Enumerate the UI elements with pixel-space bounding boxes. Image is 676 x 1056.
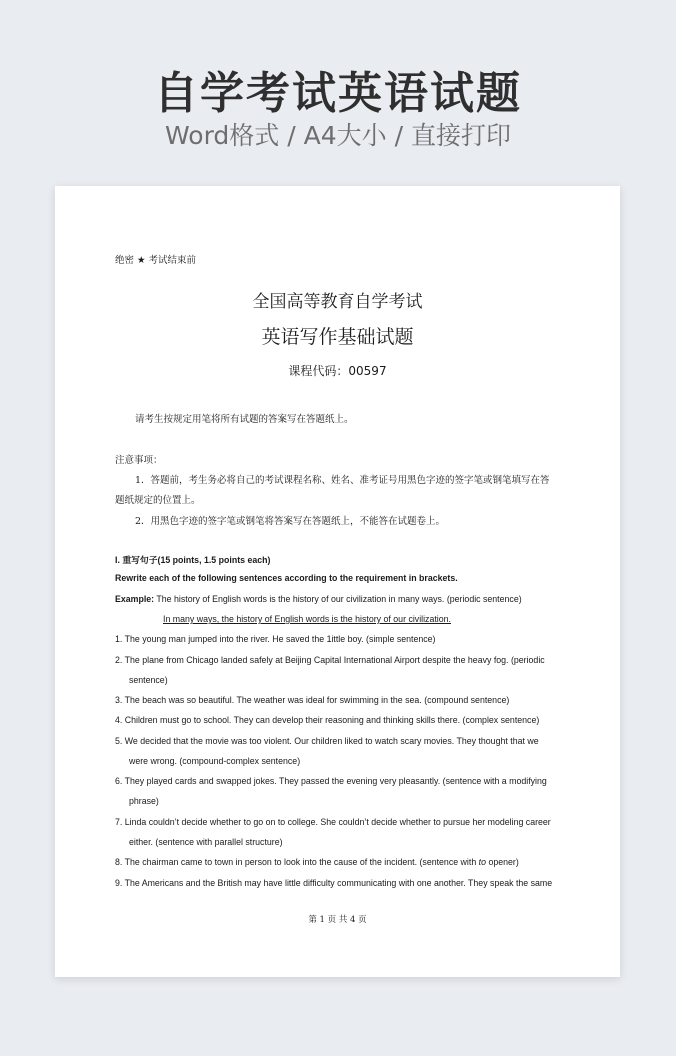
note-1-line-2: 题纸规定的位置上。: [115, 495, 201, 506]
question-1: 1. The young man jumped into the river. He saved the 1ittle boy. (simple sentence): [115, 634, 436, 644]
page-footer: 第 1 页 共 4 页: [308, 915, 367, 925]
note-1-line-1: 1．答题前，考生务必将自己的考试课程名称、姓名、准考证号用黑色字迹的签字笔或钢笔填写在答: [135, 475, 550, 486]
question-5: 5. We decided that the movie was too violent. Our children liked to watch scary movies. They thought that we: [115, 736, 539, 746]
question-8-end: opener): [486, 857, 519, 867]
exam-title: 全国高等教育自学考试: [252, 292, 423, 312]
question-4: 4. Children must go to school. They can develop their reasoning and thinking skills there. (complex sentence): [115, 715, 540, 725]
example-answer: In many ways, the history of English words is the history of our civilization.: [163, 614, 451, 624]
question-7-cont: either. (sentence with parallel structure): [129, 837, 283, 847]
course-code: 课程代码：00597: [288, 364, 387, 378]
question-2: 2. The plane from Chicago landed safely at Beijing Capital International Airport despite the heavy fog. (periodic: [115, 655, 545, 665]
exam-paper: [55, 186, 620, 977]
question-7: 7. Linda couldn’t decide whether to go on to college. She couldn’t decide whether to pursue her modeling career: [115, 817, 551, 827]
question-9: 9. The Americans and the British may have little difficulty communicating with one another. They speak the same: [115, 878, 553, 888]
instruction: 请考生按规定用笔将所有试题的答案写在答题纸上。: [135, 414, 354, 425]
question-5-cont: were wrong. (compound-complex sentence): [129, 756, 301, 766]
exam-subject-title: 英语写作基础试题: [261, 326, 414, 348]
secret-label: 绝密 ★ 考试结束前: [115, 255, 197, 266]
example-text: The history of English words is the history of our civilization in many ways. (periodic sentence): [154, 594, 522, 604]
question-3: 3. The beach was so beautiful. The weather was ideal for swimming in the sea. (compound sentence): [115, 695, 510, 705]
banner-title: 自学考试英语试题: [154, 68, 522, 119]
notes-heading: 注意事项：: [115, 455, 163, 466]
example-label: Example:: [115, 594, 155, 604]
question-6: 6. They played cards and swapped jokes. They passed the evening very pleasantly. (sentence with a modifying: [115, 776, 547, 786]
question-8-italic: to: [478, 857, 486, 867]
banner-subtitle: Word格式 / A4大小 / 直接打印: [165, 121, 511, 150]
question-8: [115, 857, 519, 867]
question-2-cont: sentence): [129, 675, 168, 685]
note-2: 2．用黑色字迹的签字笔或钢笔将答案写在答题纸上，不能答在试题卷上。: [135, 516, 446, 527]
question-8-text: 8. The chairman came to town in person to look into the cause of the incident. (sentence with: [115, 857, 479, 867]
section-title: I. 重写句子(15 points, 1.5 points each): [115, 555, 271, 565]
example-line: [115, 594, 522, 604]
question-6-cont: phrase): [129, 796, 159, 806]
section-directions: Rewrite each of the following sentences according to the requirement in brackets.: [115, 573, 458, 583]
